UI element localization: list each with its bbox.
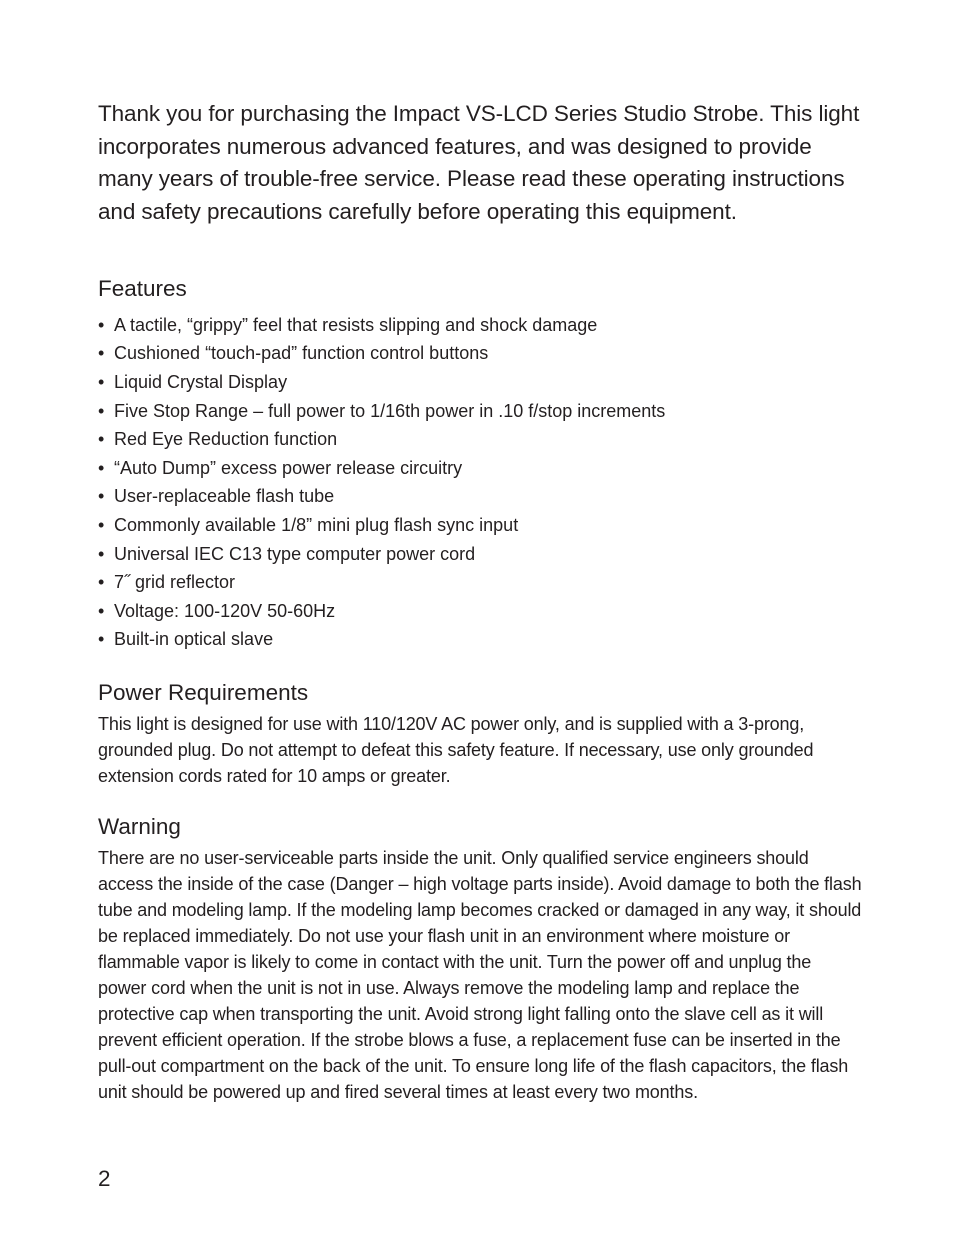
list-item xyxy=(98,568,862,597)
list-item xyxy=(98,625,862,654)
feature-text: “Auto Dump” excess power release circuitry xyxy=(114,457,463,478)
manual-page xyxy=(98,98,862,1105)
list-item xyxy=(98,597,862,626)
bullet-icon: • xyxy=(98,343,105,364)
list-item xyxy=(98,482,862,511)
feature-text: Commonly available 1/8” mini plug flash sync input xyxy=(114,514,519,535)
feature-text: Five Stop Range – full power to 1/16th power in .10 f/stop increments xyxy=(114,400,666,421)
bullet-icon: • xyxy=(98,400,105,421)
list-item xyxy=(98,454,862,483)
list-item xyxy=(98,339,862,368)
warning-heading: Warning xyxy=(98,813,181,839)
list-item xyxy=(98,397,862,426)
list-item xyxy=(98,511,862,540)
bullet-icon: • xyxy=(98,543,105,564)
feature-text: Universal IEC C13 type computer power cord xyxy=(114,543,476,564)
bullet-icon: • xyxy=(98,372,105,392)
bullet-icon: • xyxy=(98,600,105,621)
list-item xyxy=(98,425,862,454)
power-requirements-heading: Power Requirements xyxy=(98,679,309,705)
power-requirements-text: This light is designed for use with 110/120V AC power only, and is supplied with a 3-prong, grounded plug. Do not attempt to defeat this safety feature. If necessary, use only grounded extension cords rated for 10 amps or greater. xyxy=(98,713,814,786)
bullet-icon: • xyxy=(98,629,105,650)
feature-text: 7˝ grid reflector xyxy=(114,572,236,593)
page-number: 2 xyxy=(98,1166,111,1191)
bullet-icon: • xyxy=(98,514,105,535)
feature-text: Built-in optical slave xyxy=(114,629,274,650)
warning-text: There are no user-serviceable parts inside the unit. Only qualified service engineers should access the inside of the case (Danger – high voltage parts inside). Avoid damage to both the flash tube and modeling lamp. If the modeling lamp becomes cracked or damaged in any way, it should be replaced immediately. Do not use your flash unit in an environment where moisture or flammable vapor is likely to come in contact with the unit. Turn the power off and unplug the power cord when the unit is not in use. Always remove the modeling lamp and replace the protective cap when transporting the unit. Avoid strong light falling onto the slave cell as it will prevent efficient operation. If the strobe blows a fuse, a replacement fuse can be inserted in the pull-out compartment on the back of the unit. To ensure long life of the flash capacitors, the flash unit should be powered up and fired several times at least every two months. xyxy=(98,847,862,1102)
features-list xyxy=(98,311,862,654)
bullet-icon: • xyxy=(98,314,105,335)
feature-text: User-replaceable flash tube xyxy=(114,486,335,507)
feature-text: Voltage: 100-120V 50-60Hz xyxy=(114,600,336,621)
intro-paragraph: Thank you for purchasing the Impact VS-LCD Series Studio Strobe. This light incorporates numerous advanced features, and was designed to provide many years of trouble-free service. Please read these operating instructions and safety precautions carefully before operating this equipment. xyxy=(98,101,860,225)
feature-text: Cushioned “touch-pad” function control buttons xyxy=(114,343,489,364)
list-item xyxy=(98,368,862,397)
features-heading: Features xyxy=(98,275,187,301)
bullet-icon: • xyxy=(98,486,105,507)
bullet-icon: • xyxy=(98,572,105,593)
feature-text: Liquid Crystal Display xyxy=(114,372,288,392)
feature-text: Red Eye Reduction function xyxy=(114,429,338,450)
bullet-icon: • xyxy=(98,457,105,478)
list-item xyxy=(98,311,862,340)
bullet-icon: • xyxy=(98,429,105,450)
list-item xyxy=(98,540,862,569)
feature-text: A tactile, “grippy” feel that resists slipping and shock damage xyxy=(114,314,598,335)
